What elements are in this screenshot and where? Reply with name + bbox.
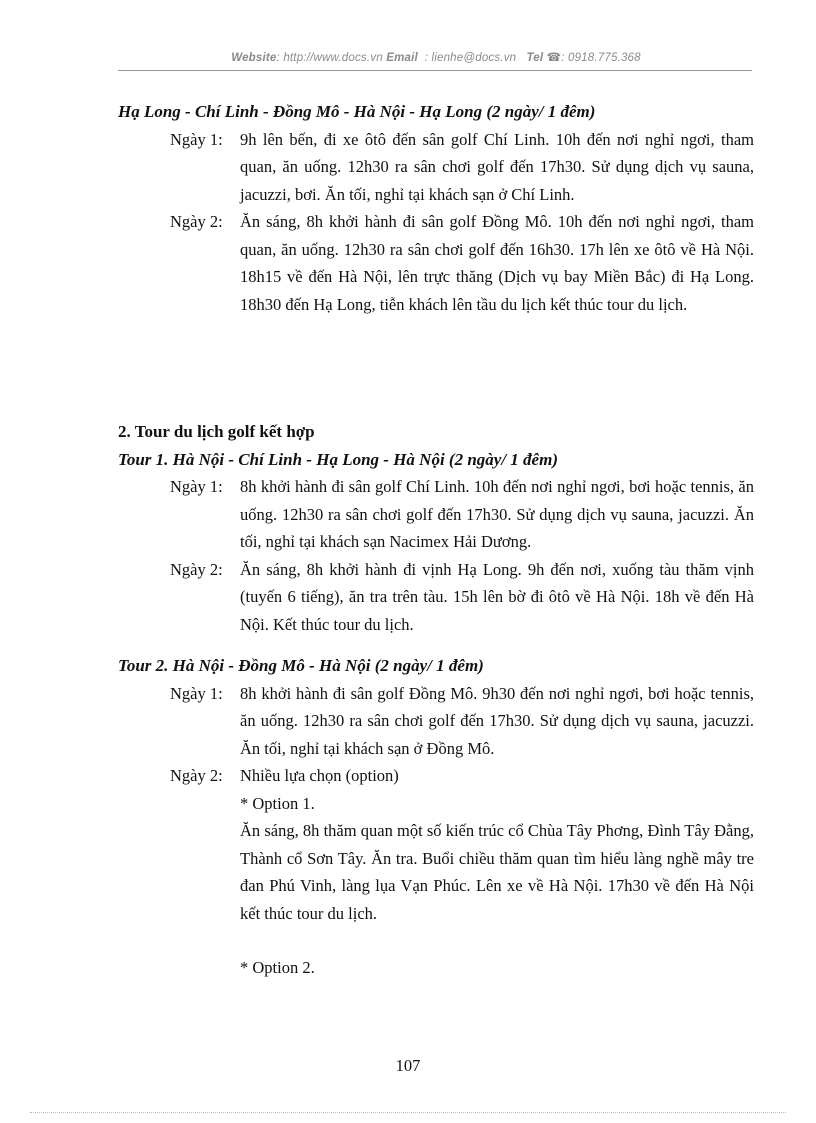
day-label: Ngày 2: (170, 212, 223, 231)
tour-2-day-2 (118, 762, 754, 790)
footer-divider (30, 1112, 786, 1113)
day-label: Ngày 2: (170, 766, 223, 785)
website-value: : http://www.docs.vn (276, 52, 383, 64)
option-1-text: Ăn sáng, 8h thăm quan một số kiến trúc cổ Chùa Tây Phơng, Đình Tây Đằng, Thành cổ Sơn Tây. Ăn tra. Buổi chiều thăm quan tìm hiểu làng nghề mây tre đan Phú Vinh, làng lụa Vạn Phúc. Lên xe về Hà Nội. 17h30 về đến Hà Nội kết thúc tour du lịch. (240, 821, 754, 923)
tel-label: Tel (526, 52, 544, 64)
phone-icon: ☎ (546, 52, 562, 64)
email-label: Email (386, 52, 418, 64)
option-1-label: * Option 1. (240, 793, 315, 813)
email-value: : lienhe@docs.vn (424, 52, 517, 64)
tour-1-day-2 (118, 556, 754, 639)
day-label: Ngày 1: (170, 683, 223, 703)
website-label: Website (231, 52, 277, 64)
day-text: 9h lên bến, đi xe ôtô đến sân golf Chí Linh. 10h đến nơi nghỉ ngơi, tham quan, ăn uống. 12h30 ra sân chơi golf đến 17h30. Sử dụng dịch vụ sauna, jacuzzi, bơi. Ăn tối, nghỉ tại khách sạn ở Chí Linh. (240, 129, 754, 204)
tel-value: : 0918.775.368 (561, 52, 641, 64)
document-body (118, 98, 754, 982)
option-2-label: * Option 2. (240, 958, 315, 977)
itinerary-day-1 (118, 126, 754, 209)
tour-2-day-1 (118, 680, 754, 763)
day-label: Ngày 2: (170, 559, 223, 579)
section-heading: 2. Tour du lịch golf kết hợp (118, 422, 315, 441)
day-text: Ăn sáng, 8h khởi hành đi sân golf Đồng Mô. 10h đến nơi nghỉ ngơi, tham quan, ăn uống. 12h30 ra sân chơi golf đến 16h30. 17h lên xe ôtô về Hà Nội. 18h15 về đến Hà Nội, lên trực thăng (Dịch vụ bay Miền Bắc) đi Hạ Long. 18h30 đến Hạ Long, tiễn khách lên tầu du lịch kết thúc tour du lịch. (240, 212, 754, 314)
spacer (118, 927, 754, 954)
page-number: 107 (395, 1056, 421, 1075)
tour-2-title: Tour 2. Hà Nội - Đồng Mô - Hà Nội (2 ngày/ 1 đêm) (118, 656, 484, 675)
day-label: Ngày 1: (170, 477, 223, 496)
day-text: Nhiều lựa chọn (option) (240, 766, 399, 785)
spacer (118, 638, 754, 652)
tour-title-halong: Hạ Long - Chí Linh - Đồng Mô - Hà Nội - Hạ Long (2 ngày/ 1 đêm) (118, 102, 596, 121)
itinerary-day-2 (118, 208, 754, 318)
spacer (118, 318, 754, 418)
day-label: Ngày 1: (170, 129, 223, 149)
day-text: 8h khởi hành đi sân golf Đồng Mô. 9h30 đến nơi nghỉ ngơi, bơi hoặc tennis, ăn uống. 12h30 ra sân chơi golf đến 17h30. Sử dụng dịch vụ sauna, jacuzzi. Ăn tối, nghỉ tại khách sạn ở Đồng Mô. (240, 683, 754, 758)
tour-1-day-1 (118, 473, 754, 556)
page-header (120, 50, 752, 64)
day-text: 8h khởi hành đi sân golf Chí Linh. 10h đến nơi nghỉ ngơi, bơi hoặc tennis, ăn uống. 12h30 ra sân chơi golf đến 17h30. Sử dụng dịch vụ sauna, jacuzzi. Ăn tối, nghỉ tại khách sạn Nacimex Hải Dương. (240, 477, 754, 551)
header-divider (118, 70, 752, 71)
tour-1-title: Tour 1. Hà Nội - Chí Linh - Hạ Long - Hà Nội (2 ngày/ 1 đêm) (118, 449, 558, 469)
day-text: Ăn sáng, 8h khởi hành đi vịnh Hạ Long. 9h đến nơi, xuống tàu thăm vịnh (tuyến 6 tiếng), ăn tra trên tàu. 15h lên bờ đi ôtô về Hà Nội. 18h về đến Hà Nội. Kết thúc tour du lịch. (240, 559, 754, 634)
